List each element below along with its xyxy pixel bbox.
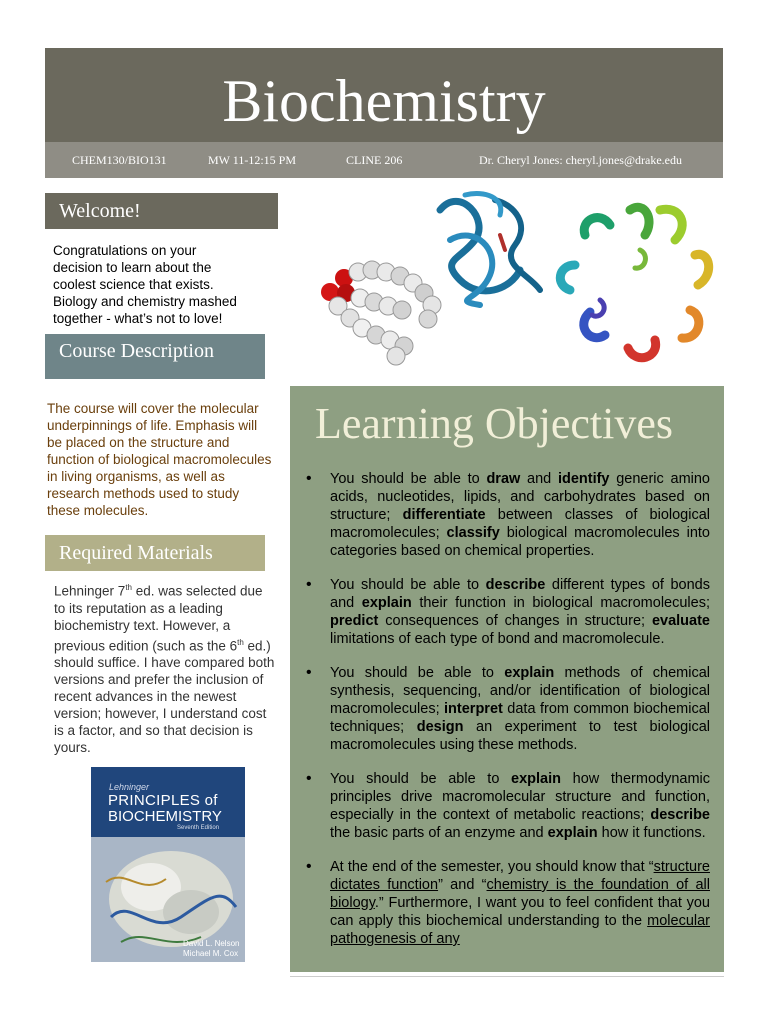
materials-line: should suffice. I have compared both (54, 655, 275, 670)
materials-line: yours. (54, 740, 91, 755)
welcome-line: decision to learn about the (53, 260, 212, 275)
course-info-bar (45, 142, 723, 178)
ring-protein-image (560, 207, 708, 357)
page-title: Biochemistry (222, 68, 546, 134)
materials-line: Lehninger 7th ed. was selected due (54, 583, 263, 599)
course-line: research methods used to study (47, 486, 240, 501)
textbook-cover-image (91, 767, 245, 962)
course-line: be placed on the structure and (47, 435, 230, 450)
course-line: function of biological macromolecules (47, 452, 272, 467)
instructor-contact: Dr. Cheryl Jones: cheryl.jones@drake.edu (479, 153, 682, 167)
course-description-text (47, 400, 279, 519)
book-series: Lehninger (109, 782, 150, 792)
required-materials-text (54, 579, 284, 756)
course-line: these molecules. (47, 503, 149, 518)
class-schedule: MW 11-12:15 PM (208, 153, 297, 167)
objectives-list (304, 470, 710, 964)
materials-line: previous edition (such as the 6th ed.) (54, 637, 271, 653)
course-description-heading: Course Description (45, 334, 265, 379)
course-line: underpinnings of life. Emphasis will (47, 418, 258, 433)
learning-objectives-panel (290, 386, 724, 972)
class-room: CLINE 206 (346, 153, 403, 167)
welcome-line: Congratulations on your (53, 243, 197, 258)
course-line: The course will cover the molecular (47, 401, 259, 416)
page-divider (290, 976, 724, 977)
lipid-model-image (321, 261, 441, 365)
welcome-line: coolest science that exists. (53, 277, 214, 292)
welcome-text (53, 242, 273, 327)
required-materials-heading: Required Materials (45, 535, 265, 571)
learning-objectives-heading: Learning Objectives (315, 399, 673, 448)
materials-line: versions and prefer the inclusion of (54, 672, 264, 687)
objective-item: • You should be able to explain how thermodynamic principles drive macromolecular structure and function, especially in the context of metabolic reactions; describe the basic parts of an enzyme and explain how it functions. (304, 770, 710, 842)
objective-item: • You should be able to describe different types of bonds and explain their function in biological macromolecules; predict consequences of changes in structure; evaluate limitations of each type of bond and macromolecule. (304, 576, 710, 648)
course-code: CHEM130/BIO131 (72, 153, 167, 167)
course-line: in living organisms, as well as (47, 469, 225, 484)
book-authors: David L. Nelson Michael M. Cox (183, 939, 240, 958)
header-banner (45, 48, 723, 142)
materials-line: to its reputation as a leading (54, 600, 223, 616)
protein-ribbon-image (440, 194, 540, 305)
welcome-heading: Welcome! (45, 193, 278, 229)
book-edition: Seventh Edition (177, 825, 220, 831)
welcome-line: together - what’s not to love! (53, 311, 223, 326)
materials-line: is a factor, and so that decision is (54, 723, 253, 738)
materials-line: recent advances in the newest (54, 689, 237, 704)
book-title-line1: PRINCIPLES of (108, 792, 218, 809)
objective-item: • At the end of the semester, you should know that “structure dictates function” and “chemistry is the foundation of all biology.” Furthermore, I want you to feel confident that you can apply this biochemical understanding to the molecular pathogenesis of any (304, 858, 710, 948)
materials-line: biochemistry text. However, a (54, 617, 231, 633)
objective-item: • You should be able to draw and identify generic amino acids, nucleotides, lipids, and carbohydrates based on structure; differentiate between classes of biological macromolecules; classify biological macromolecules into categories based on chemical properties. (304, 470, 710, 560)
welcome-line: Biology and chemistry mashed (53, 294, 237, 309)
objective-item: • You should be able to explain methods of chemical synthesis, sequencing, and/or identification of biological macromolecules; interpret data from common biochemical techniques; design an experiment to test biological macromolecules using these methods. (304, 664, 710, 754)
molecule-illustrations (300, 180, 730, 380)
materials-line: version; however, I understand cost (54, 706, 267, 721)
book-title-line2: BIOCHEMISTRY (108, 808, 222, 825)
